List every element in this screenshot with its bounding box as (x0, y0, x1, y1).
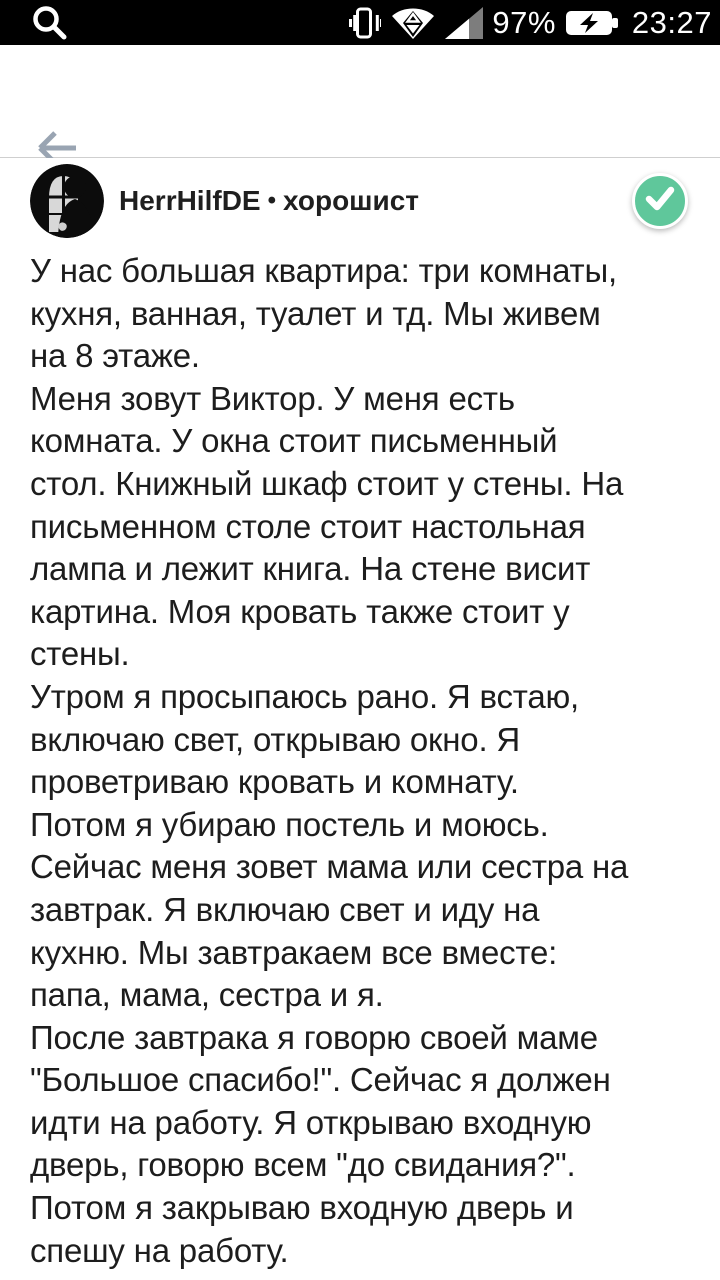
answer-text (30, 250, 696, 1272)
answer-text-line: Утром я просыпаюсь рано. Я встаю, (30, 677, 580, 715)
answer-text-line: папа, мама, сестра и я. (30, 976, 384, 1014)
wifi-icon (390, 6, 436, 40)
answer-text-line: После завтрака я говорю своей маме (30, 1018, 598, 1056)
answer-text-line: У нас большая квартира: три комнаты, (30, 252, 617, 289)
answer-text-line: картина. Моя кровать также стоит у (30, 592, 570, 630)
status-right-icons (347, 5, 712, 41)
answer-text-line: Потом я закрываю входную дверь и (30, 1189, 574, 1227)
username: HerrHilfDE (119, 184, 261, 216)
answer-text-line: письменном столе стоит настольная (30, 507, 586, 545)
verified-badge (632, 173, 688, 229)
answer-text-line: стол. Книжный шкаф стоит у стены. На (30, 464, 624, 502)
answer-text-line: лампа и лежит книга. На стене висит (30, 550, 591, 588)
answer-text-line: Потом я убираю постель и моюсь. (30, 805, 549, 843)
check-icon (635, 173, 685, 228)
answer-text-line: проветриваю кровать и комнату. (30, 763, 519, 801)
answer-text-line: Сейчас меня зовет мама или сестра на (30, 848, 629, 886)
search-icon (30, 4, 70, 42)
answer-text-line: кухню. Мы завтракаем все вместе: (30, 933, 558, 971)
answer-text-line: завтрак. Я включаю свет и иду на (30, 890, 540, 928)
answer-text-line: "Большое спасибо!". Сейчас я должен (30, 1061, 611, 1099)
answer-text-line: Меня зовут Виктор. У меня есть (30, 379, 515, 417)
status-clock: 23:27 (631, 4, 712, 40)
vibrate-icon (347, 7, 381, 39)
answer-text-line: комната. У окна стоит письменный (30, 422, 558, 460)
app-header (0, 45, 720, 158)
answer-author-row[interactable] (0, 158, 720, 238)
user-rank: хорошист (283, 184, 420, 216)
battery-percent: 97% (492, 4, 556, 40)
answer-text-line: стены. (30, 635, 130, 673)
answer-text-line: дверь, говорю всем "до свидания?". (30, 1146, 576, 1184)
answer-text-line: кухня, ванная, туалет и тд. Мы живем (30, 294, 601, 332)
battery-charging-icon (565, 9, 619, 37)
separator-dot: • (267, 186, 276, 214)
status-bar (0, 0, 720, 45)
avatar[interactable] (30, 164, 104, 238)
answer-text-line: идти на работу. Я открываю входную (30, 1103, 592, 1141)
answer-text-line: на 8 этаже. (30, 337, 200, 375)
answer-card (0, 158, 720, 1272)
signal-icon (445, 7, 483, 39)
answer-text-line: включаю свет, открываю окно. Я (30, 720, 521, 758)
answer-text-line: спешу на работу. (30, 1231, 289, 1269)
user-meta (119, 185, 419, 217)
